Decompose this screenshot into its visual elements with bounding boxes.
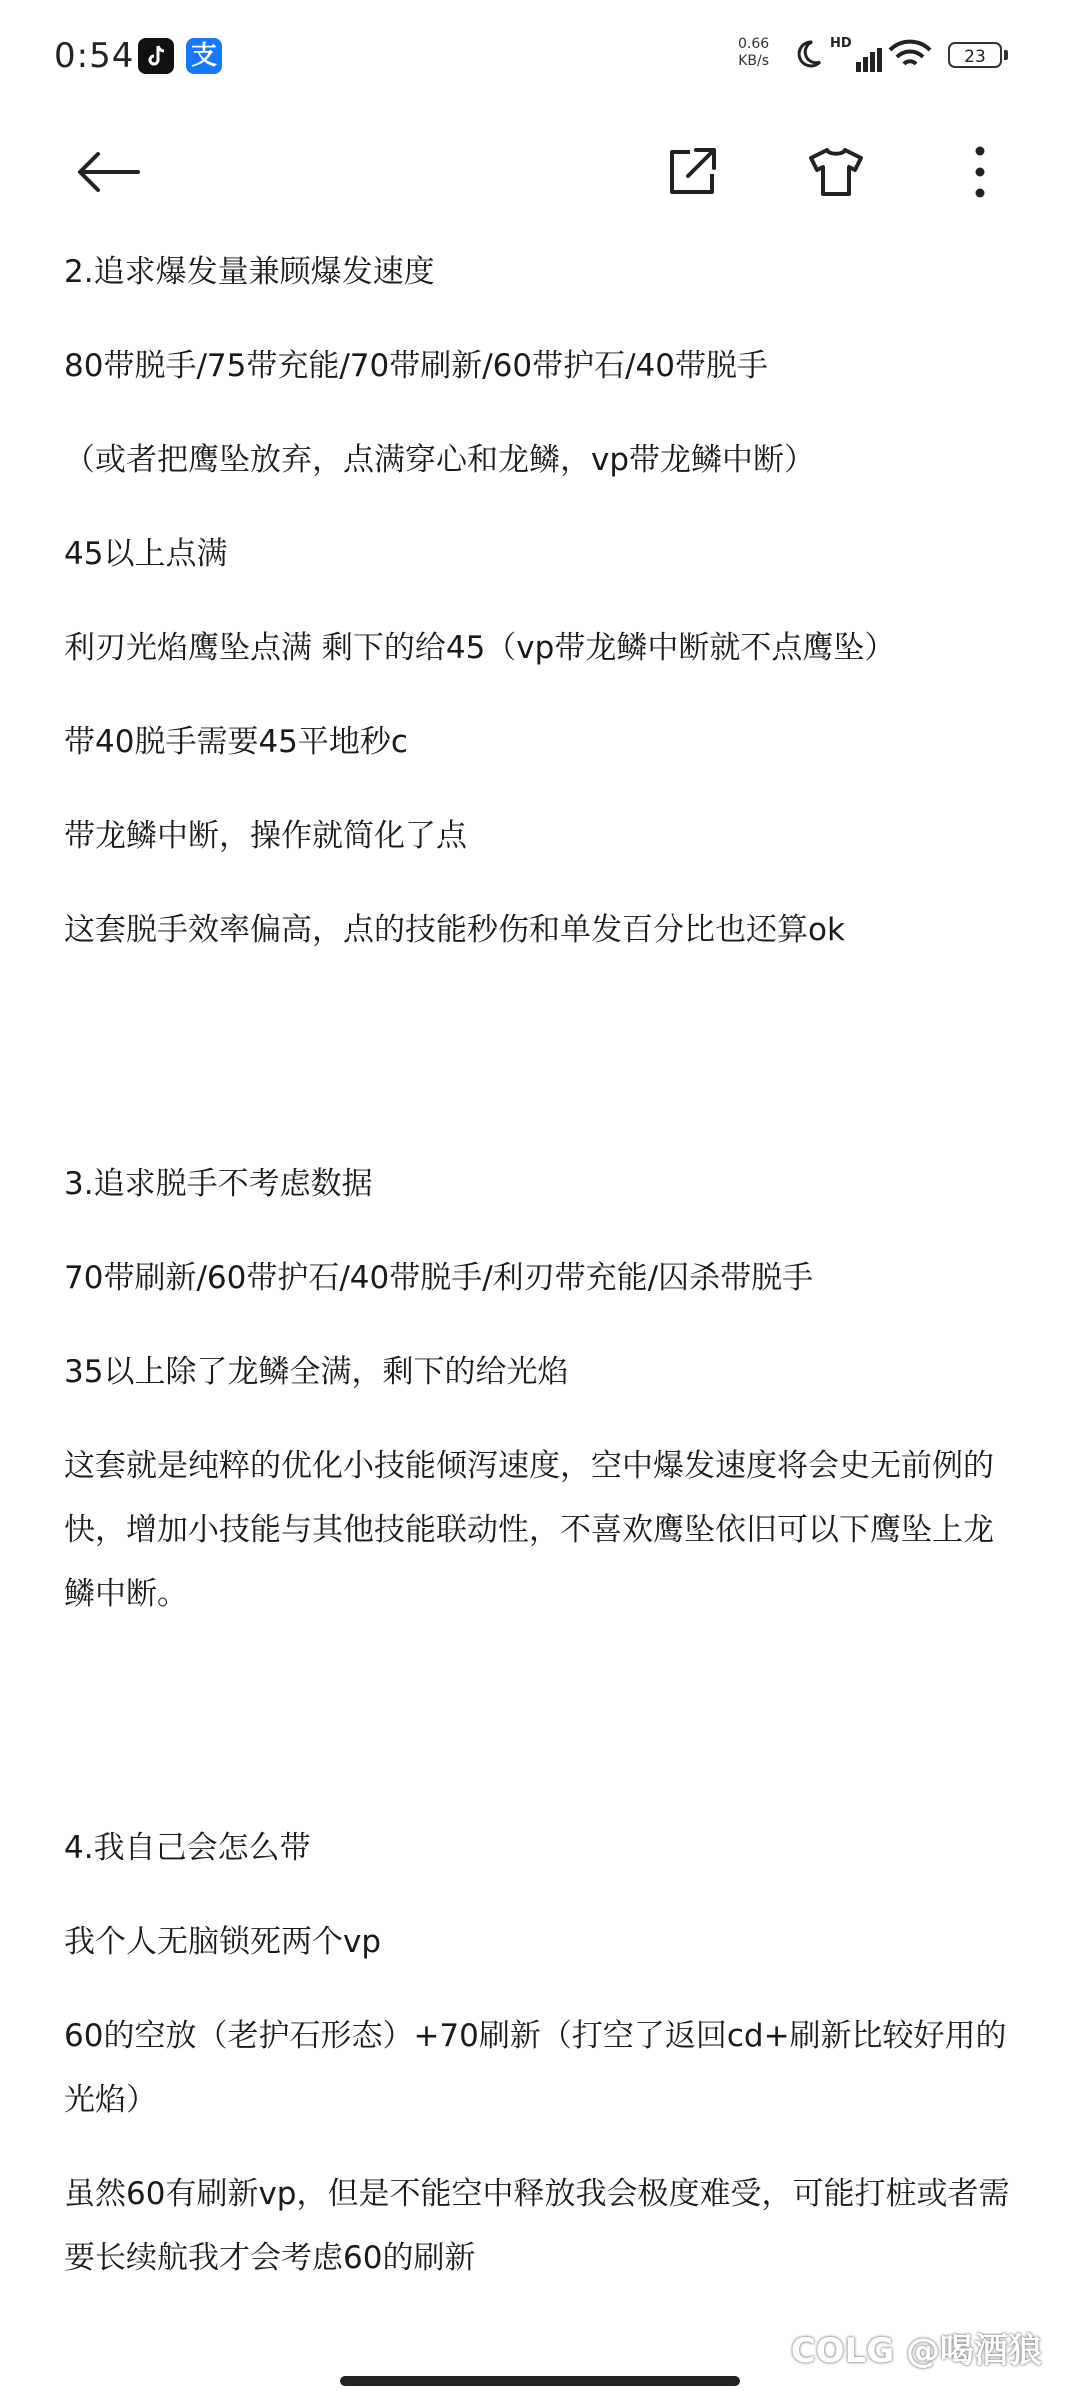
paragraph: 这套脱手效率偏高，点的技能秒伤和单发百分比也还算ok bbox=[64, 912, 845, 948]
paragraph: 虽然60有刷新vp，但是不能空中释放我会极度难受，可能打桩或者需要长续航我才会考虑60的刷新 bbox=[64, 2176, 1010, 2276]
article-body bbox=[64, 240, 1014, 2290]
battery-tip bbox=[1004, 50, 1008, 60]
do-not-disturb-icon bbox=[792, 38, 824, 74]
signal-icon bbox=[830, 48, 882, 76]
battery-indicator: 23 bbox=[948, 42, 1002, 68]
paragraph: 利刃光焰鹰坠点满 剩下的给45（vp带龙鳞中断就不点鹰坠） bbox=[64, 630, 896, 666]
more-options-button[interactable] bbox=[948, 140, 1012, 204]
status-time: 0:54 bbox=[54, 36, 135, 76]
section-heading: 4.我自己会怎么带 bbox=[64, 1830, 311, 1866]
alipay-icon: 支 bbox=[186, 38, 222, 74]
tiktok-icon bbox=[138, 38, 174, 74]
home-indicator[interactable] bbox=[340, 2376, 740, 2386]
section-heading: 3.追求脱手不考虑数据 bbox=[64, 1166, 373, 1202]
network-speed bbox=[738, 36, 769, 70]
paragraph: （或者把鹰坠放弃，点满穿心和龙鳞，vp带龙鳞中断） bbox=[64, 442, 816, 478]
section-heading: 2.追求爆发量兼顾爆发速度 bbox=[64, 254, 435, 290]
share-button[interactable] bbox=[660, 140, 724, 204]
tshirt-icon bbox=[807, 146, 865, 198]
paragraph: 带40脱手需要45平地秒c bbox=[64, 724, 408, 760]
wifi-icon bbox=[888, 38, 932, 76]
network-speed-unit: KB/s bbox=[738, 53, 769, 69]
hd-label: HD bbox=[830, 36, 852, 51]
paragraph: 45以上点满 bbox=[64, 536, 228, 572]
theme-button[interactable] bbox=[804, 140, 868, 204]
paragraph: 这套就是纯粹的优化小技能倾泻速度，空中爆发速度将会史无前例的快，增加小技能与其他技能联动性，不喜欢鹰坠依旧可以下鹰坠上龙鳞中断。 bbox=[64, 1448, 994, 1612]
share-icon bbox=[666, 146, 718, 198]
back-button[interactable] bbox=[76, 140, 140, 204]
paragraph: 80带脱手/75带充能/70带刷新/60带护石/40带脱手 bbox=[64, 348, 769, 384]
more-vertical-icon bbox=[974, 145, 986, 199]
back-arrow-icon bbox=[76, 152, 140, 192]
top-toolbar bbox=[0, 120, 1080, 220]
paragraph: 我个人无脑锁死两个vp bbox=[64, 1924, 382, 1960]
paragraph: 35以上除了龙鳞全满，剩下的给光焰 bbox=[64, 1354, 569, 1390]
paragraph: 70带刷新/60带护石/40带脱手/利刃带充能/囚杀带脱手 bbox=[64, 1260, 814, 1296]
watermark: COLG @喝酒狼 bbox=[790, 2331, 1042, 2371]
paragraph: 带龙鳞中断，操作就简化了点 bbox=[64, 818, 467, 854]
status-bar bbox=[0, 0, 1080, 120]
paragraph: 60的空放（老护石形态）+70刷新（打空了返回cd+刷新比较好用的光焰） bbox=[64, 2018, 1007, 2118]
network-speed-value: 0.66 bbox=[738, 36, 770, 52]
